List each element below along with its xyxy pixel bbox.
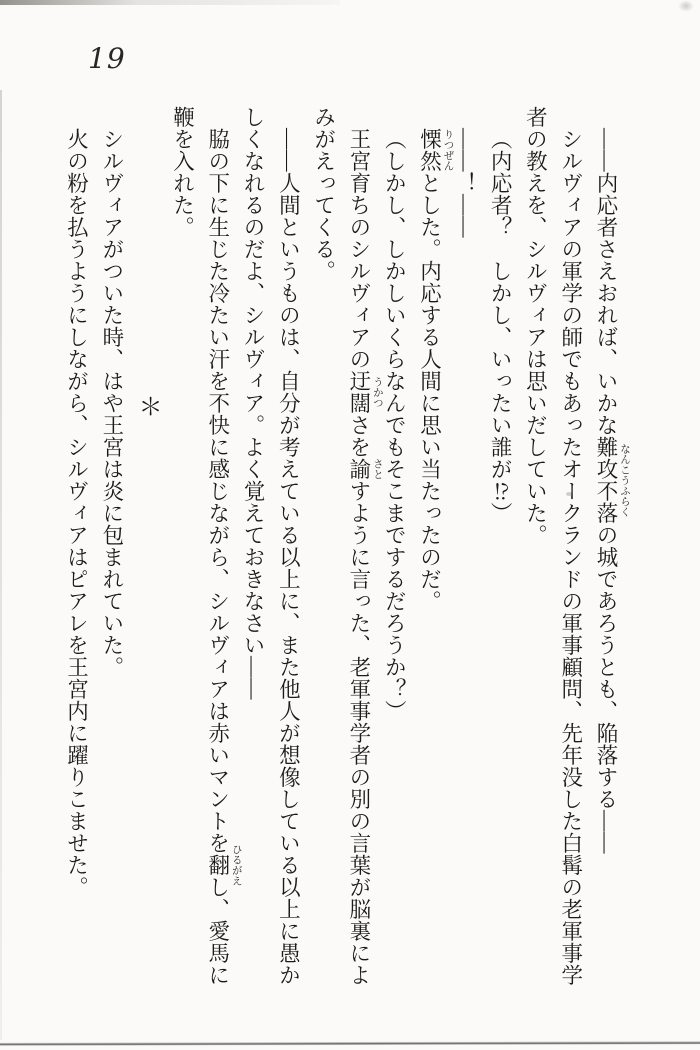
text-block <box>57 106 630 987</box>
page-number: 19 <box>88 42 126 75</box>
ruby-annotated-text: 諭 さと <box>346 458 383 480</box>
paragraph: 慄然 りつぜん とした。内応する人間に思い当たったのだ。 <box>417 128 454 612</box>
furigana: なんこうふらく <box>619 443 630 517</box>
paragraph: ――人間というものは、自分が考えている以上に、また他人が想像している以上に愚かしくなれるのだよ、シルヴィア。よく覚えておきなさい―― <box>241 106 301 986</box>
scan-left-edge-line <box>0 90 2 1040</box>
furigana: ひるがえ <box>230 844 242 886</box>
paragraph: ――内応者さえおれば、いかな難攻不落 なんこうふらく の城であろうとも、陥落する―― <box>594 128 630 854</box>
ruby-annotated-text: 慄然 りつぜん <box>417 128 454 172</box>
paragraph: シルヴィアの軍学の師でもあったオークランドの軍事顧問、先年没した白髯の老軍事学者の教えを、シルヴィアは思いだしていた。 <box>523 106 583 986</box>
section-break-star: ＊ <box>134 394 161 419</box>
ruby-annotated-text: 迂闊 うかつ <box>346 370 383 414</box>
paragraph: 王宮育ちのシルヴィアの迂闊 うかつ さを諭 さと すように言った、老軍事学者の別の言葉が脳裏によみがえってくる。 <box>311 106 383 986</box>
scan-top-right-speck <box>678 0 694 12</box>
furigana: りつぜん <box>442 129 454 171</box>
scan-bottom-edge-line <box>0 1041 700 1045</box>
paragraph: 火の粉を払うようにしながら、シルヴィアはピアレを王宮内に躍りこませた。 <box>64 128 89 898</box>
ruby-annotated-text: 難攻不落 なんこうふらく <box>594 436 630 524</box>
section-break <box>129 106 164 987</box>
paragraph: ――！―― <box>452 128 477 238</box>
paragraph: シルヴィアがついた時、はや王宮は炎に包まれていた。 <box>99 128 124 678</box>
ruby-annotated-text: 翻 ひるがえ <box>205 844 242 886</box>
furigana: うかつ <box>371 376 383 408</box>
paragraph: （内応者？ しかし、いったい誰が⁉） <box>488 128 513 524</box>
scan-top-smudge <box>0 0 340 5</box>
paragraph: （しかし、しかしいくらなんでもそこまでするだろうか？） <box>382 128 407 722</box>
paragraph: 脇の下に生じた冷たい汗を不快に感じながら、シルヴィアは赤いマントを翻 ひるがえ し、愛馬に鞭を入れた。 <box>170 106 242 986</box>
furigana: さと <box>371 458 383 480</box>
